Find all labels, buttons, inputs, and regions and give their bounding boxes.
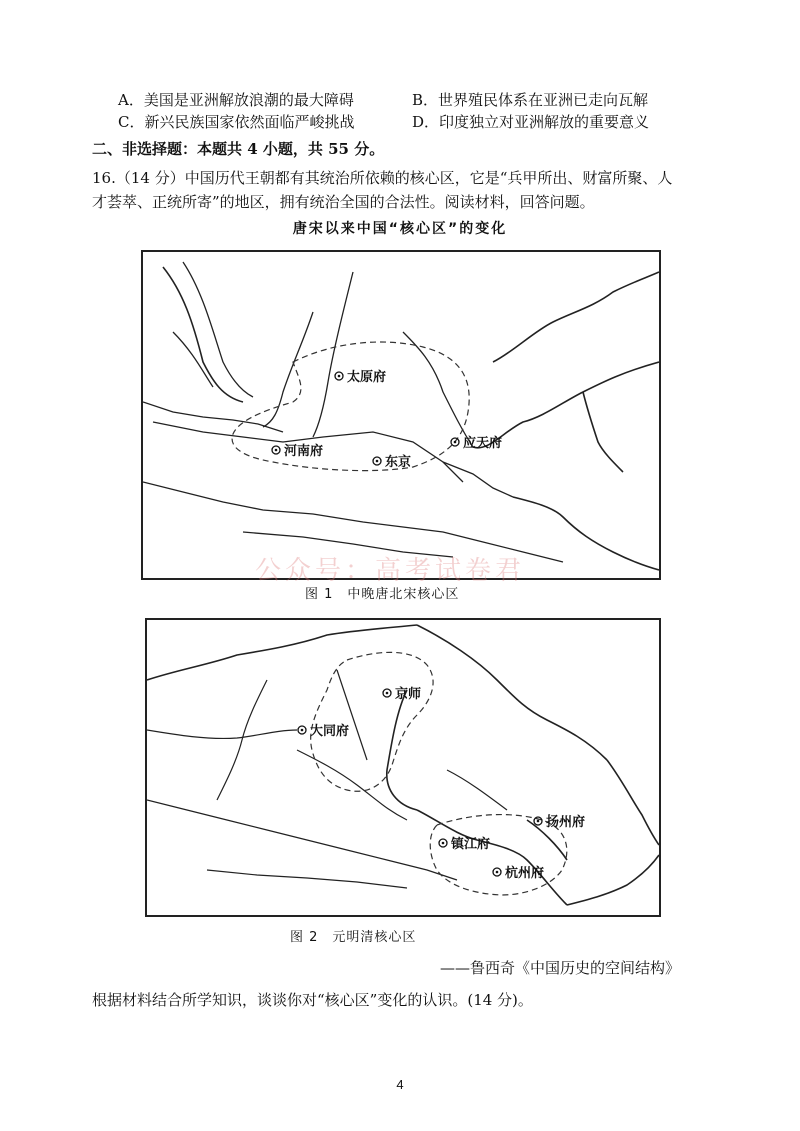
option-d: D．印度独立对亚洲解放的重要意义: [412, 113, 650, 131]
city-zhenjiang: [439, 836, 490, 852]
option-b: B．世界殖民体系在亚洲已走向瓦解: [412, 91, 649, 109]
city-label: 太原府: [347, 370, 387, 385]
city-datong: [298, 723, 349, 739]
city-jingshi: [383, 686, 421, 702]
question-prompt: 根据材料结合所学知识，谈谈你对“核心区”变化的认识。(14 分)。: [92, 991, 533, 1009]
city-label: 应天府: [463, 436, 503, 451]
section-heading: 二、非选择题：本题共 4 小题，共 55 分。: [92, 140, 385, 158]
map-1: [141, 250, 661, 580]
city-yangzhou: [534, 814, 585, 830]
watermark: 公众号：高考试卷君: [255, 556, 526, 586]
city-label: 河南府: [284, 444, 324, 459]
city-taiyuan: [335, 369, 386, 385]
city-hangzhou: [493, 865, 544, 881]
city-label: 镇江府: [451, 837, 491, 852]
city-dongjing: [373, 454, 411, 470]
map-1-drawing: [143, 252, 659, 578]
core-region-boundary: [232, 342, 469, 471]
question-line-1: 16.（14 分）中国历代王朝都有其统治所依赖的核心区，它是“兵甲所出、财富所聚、人: [92, 169, 673, 187]
city-label: 东京: [385, 455, 412, 470]
map-2: [145, 618, 661, 917]
city-label: 大同府: [310, 724, 350, 739]
city-yingtian: [451, 435, 502, 451]
city-henan: [272, 443, 323, 459]
map-1-caption: 图 1 中晚唐北宋核心区: [305, 587, 460, 602]
map-2-caption: 图 2 元明清核心区: [290, 930, 417, 945]
source-citation: ——鲁西奇《中国历史的空间结构》: [440, 959, 681, 977]
city-label: 扬州府: [546, 815, 586, 830]
city-label: 京师: [395, 687, 422, 702]
core-region-boundary-north: [311, 652, 433, 791]
page-number: 4: [396, 1077, 404, 1092]
city-label: 杭州府: [505, 866, 545, 881]
option-c: C．新兴民族国家依然面临严峻挑战: [118, 113, 355, 131]
map-2-drawing: [147, 620, 659, 915]
option-a: A．美国是亚洲解放浪潮的最大障碍: [118, 91, 354, 109]
map-section-title: 唐宋以来中国“核心区”的变化: [292, 221, 508, 237]
question-line-2: 才荟萃、正统所寄”的地区，拥有统治全国的合法性。阅读材料，回答问题。: [92, 193, 595, 211]
river-line: [143, 402, 283, 432]
